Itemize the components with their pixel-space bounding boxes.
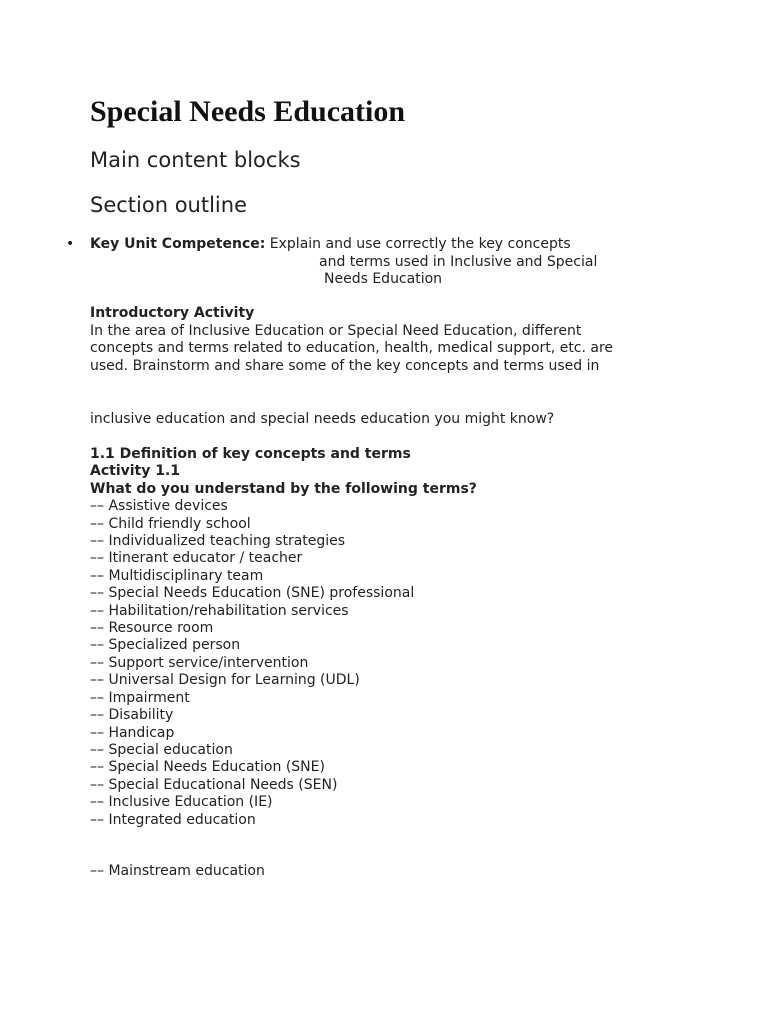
dash-marker: –– xyxy=(90,707,109,724)
dash-marker: –– xyxy=(90,602,109,619)
dash-marker: –– xyxy=(90,689,109,706)
dash-marker: –– xyxy=(90,672,109,689)
activity-label: Activity 1.1 xyxy=(90,463,181,480)
term-text: Impairment xyxy=(108,689,190,706)
intro-line: used. Brainstorm and share some of the key concepts and terms used in xyxy=(90,357,600,374)
intro-heading: Introductory Activity xyxy=(90,305,255,321)
term-item xyxy=(90,533,477,550)
dash-marker: –– xyxy=(90,620,109,637)
term-item xyxy=(90,812,477,829)
introductory-activity xyxy=(90,305,613,375)
term-text: Special Needs Education (SNE) professional xyxy=(108,585,415,602)
term-item xyxy=(90,707,477,724)
term-item xyxy=(90,655,477,672)
activity-question: What do you understand by the following terms? xyxy=(90,480,477,497)
dash-marker: –– xyxy=(90,533,109,550)
term-item xyxy=(90,585,477,602)
dash-marker: –– xyxy=(90,741,109,758)
competence-text-line-3: Needs Education xyxy=(324,271,443,287)
dash-marker: –– xyxy=(90,550,109,567)
term-item xyxy=(90,516,477,533)
term-item xyxy=(90,672,477,689)
dash-marker: –– xyxy=(90,794,109,811)
term-text: Habilitation/rehabilitation services xyxy=(108,602,349,619)
dash-marker: –– xyxy=(90,811,109,828)
dash-marker: –– xyxy=(90,585,109,602)
dash-marker: –– xyxy=(90,759,109,776)
term-text: Special education xyxy=(108,741,233,758)
subheading-main-content-blocks: Main content blocks xyxy=(90,148,301,172)
term-text: Individualized teaching strategies xyxy=(108,533,346,550)
dash-marker: –– xyxy=(90,515,109,532)
term-item xyxy=(90,690,477,707)
last-term: –– Mainstream education xyxy=(90,863,265,879)
term-text: Integrated education xyxy=(108,811,256,828)
term-item xyxy=(90,794,477,811)
term-item xyxy=(90,568,477,585)
term-item xyxy=(90,620,477,637)
term-text: Inclusive Education (IE) xyxy=(108,794,273,811)
term-item xyxy=(90,725,477,742)
term-text: Special Needs Education (SNE) xyxy=(108,759,325,776)
term-item xyxy=(90,777,477,794)
dash-marker: –– xyxy=(90,724,109,741)
term-text: Itinerant educator / teacher xyxy=(108,550,303,567)
dash-marker: –– xyxy=(90,567,109,584)
term-item xyxy=(90,550,477,567)
term-text: Resource room xyxy=(108,620,214,637)
term-text: Disability xyxy=(108,707,174,724)
term-text: Special Educational Needs (SEN) xyxy=(108,776,338,793)
competence-text-line-2: and terms used in Inclusive and Special xyxy=(319,253,598,270)
competence-label: Key Unit Competence: xyxy=(90,236,266,252)
intro-tail-line: inclusive education and special needs education you might know? xyxy=(90,411,555,427)
dash-marker: –– xyxy=(90,654,109,671)
subheading-section-outline: Section outline xyxy=(90,193,247,217)
term-text: Assistive devices xyxy=(108,498,228,515)
term-text: Child friendly school xyxy=(108,515,251,532)
term-item xyxy=(90,637,477,654)
competence-text-line-1: Explain and use correctly the key concepts xyxy=(265,236,571,252)
term-item xyxy=(90,498,477,515)
bullet-icon: • xyxy=(66,236,75,252)
key-unit-competence xyxy=(90,236,571,254)
terms-list xyxy=(90,498,477,829)
term-text: Multidisciplinary team xyxy=(108,567,264,584)
term-text: Support service/intervention xyxy=(108,654,309,671)
section-definitions xyxy=(90,446,477,829)
intro-line: concepts and terms related to education, health, medical support, etc. are xyxy=(90,340,614,356)
term-item xyxy=(90,603,477,620)
intro-line: In the area of Inclusive Education or Special Need Education, different xyxy=(90,322,582,339)
term-item xyxy=(90,742,477,759)
term-text: Handicap xyxy=(108,724,175,741)
dash-marker: –– xyxy=(90,637,109,654)
section-heading: 1.1 Definition of key concepts and terms xyxy=(90,446,411,462)
document-title: Special Needs Education xyxy=(90,95,406,128)
term-text: Universal Design for Learning (UDL) xyxy=(108,672,360,689)
dash-marker: –– xyxy=(90,498,109,515)
term-text: Specialized person xyxy=(108,637,241,654)
dash-marker: –– xyxy=(90,776,109,793)
term-item xyxy=(90,759,477,776)
